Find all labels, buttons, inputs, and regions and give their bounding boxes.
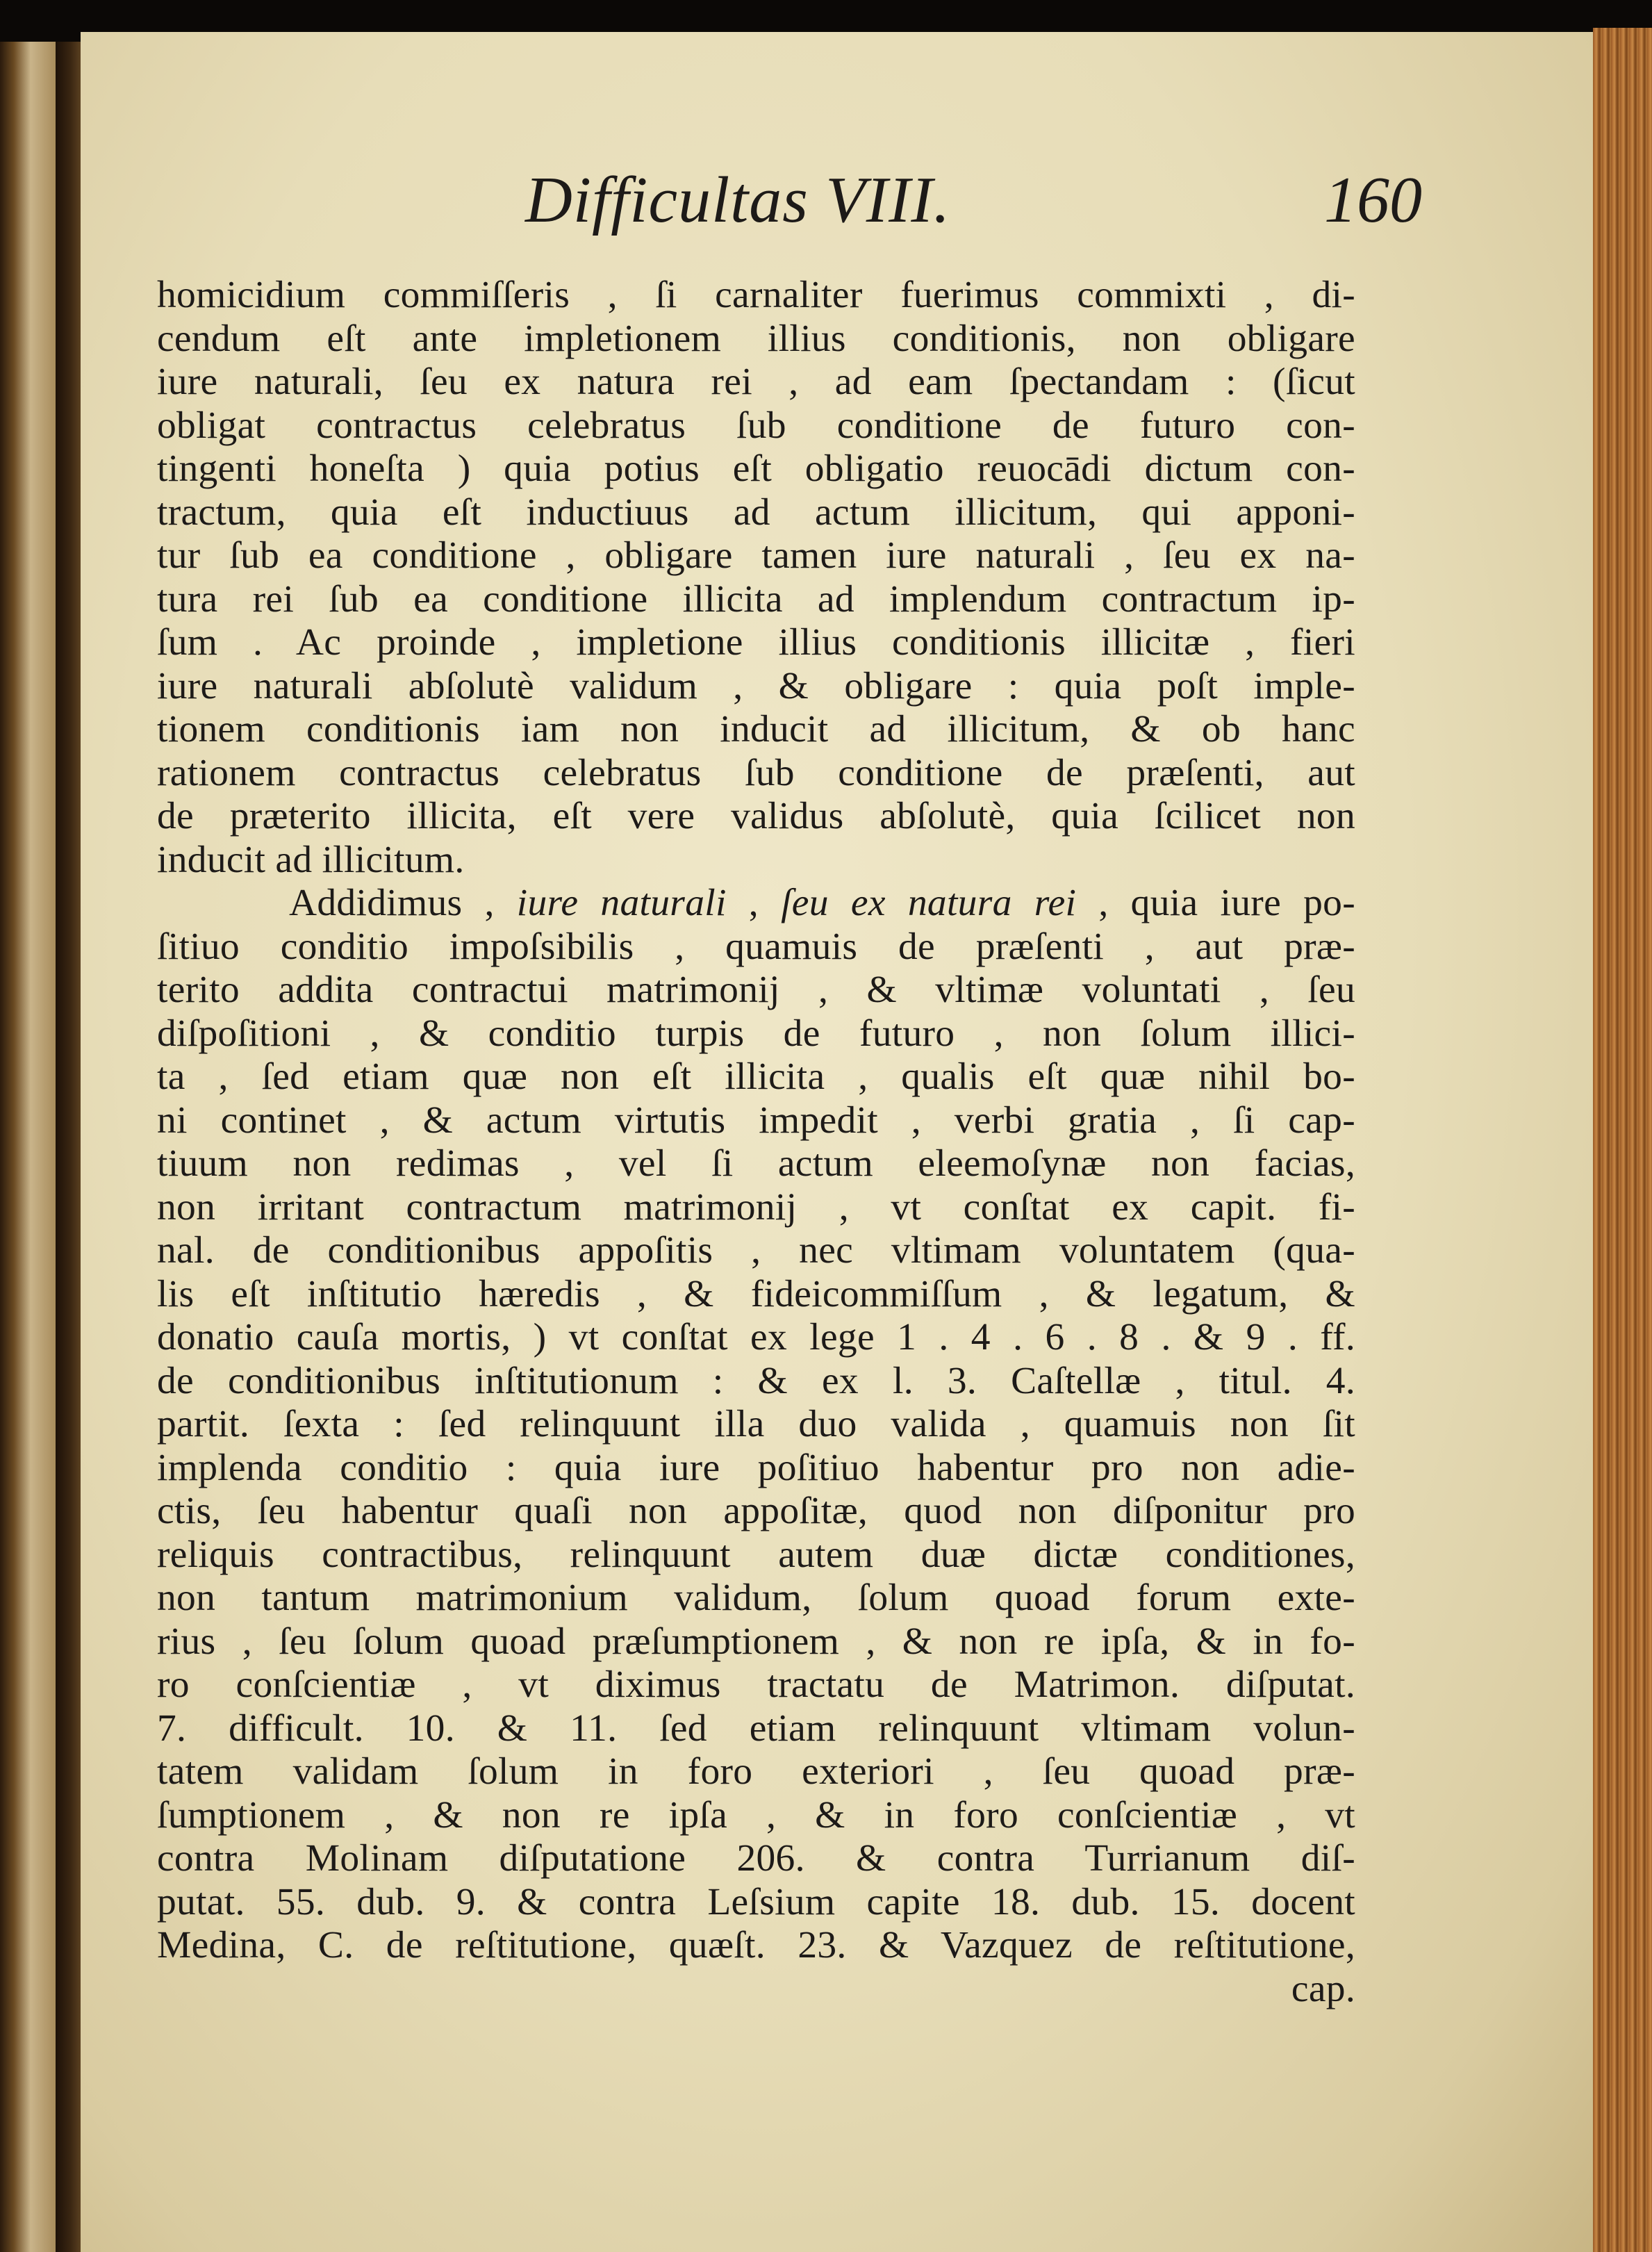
text-line: ctis, ſeu habentur quaſi non appoſitæ, quod non diſponitur pro: [157, 1490, 1355, 1532]
text-line: donatio cauſa mortis, ) vt conſtat ex lege 1 . 4 . 6 . 8 . & 9 . ff.: [157, 1316, 1355, 1358]
text-line: contra Molinam diſputatione 206. & contra Turrianum diſ-: [157, 1837, 1355, 1880]
text-line: putat. 55. dub. 9. & contra Leſsium capite 18. dub. 15. docent: [157, 1880, 1355, 1923]
catchword: cap.: [1291, 1967, 1355, 2010]
text-line: tatem validam ſolum in foro exteriori , ſeu quoad præ-: [157, 1750, 1355, 1793]
body-text: [157, 274, 1355, 2011]
text-line: ſum . Ac proinde , impletione illius conditionis illicitæ , fieri: [157, 621, 1355, 664]
text-line: partit. ſexta : ſed relinquunt illa duo valida , quamuis non ſit: [157, 1403, 1355, 1445]
text-line: ni continet , & actum virtutis impedit , verbi gratia , ſi cap-: [157, 1099, 1355, 1142]
text-line: tionem conditionis iam non inducit ad illicitum, & ob hanc: [157, 708, 1355, 750]
right-page-edges: [1593, 28, 1652, 2252]
running-head: [81, 163, 1593, 260]
page-number: 160: [1324, 164, 1422, 236]
text-line: tractum, quia eſt inductiuus ad actum illicitum, qui apponi-: [157, 491, 1355, 534]
text-line: nal. de conditionibus appoſitis , nec vltimam voluntatem (qua-: [157, 1229, 1355, 1272]
text-line: non irritant contractum matrimonij , vt conſtat ex capit. fi-: [157, 1185, 1355, 1228]
text-line: de præterito illicita, eſt vere validus abſolutè, quia ſcilicet non: [157, 795, 1355, 837]
text-line: rius , ſeu ſolum quoad præſumptionem , & non re ipſa, & in fo-: [157, 1620, 1355, 1663]
book-gutter: [56, 42, 81, 2252]
text-line: tur ſub ea conditione , obligare tamen iure naturali , ſeu ex na-: [157, 534, 1355, 577]
text-line: ro conſcientiæ , vt diximus tractatu de Matrimon. diſputat.: [157, 1663, 1355, 1706]
text-line: tiuum non redimas , vel ſi actum eleemoſynæ non facias,: [157, 1142, 1355, 1185]
text-line: rationem contractus celebratus ſub conditione de præſenti, aut: [157, 751, 1355, 794]
text-line-paragraph-start: Addidimus , iure naturali , ſeu ex natura rei , quia iure po-: [289, 882, 1355, 924]
book-page: [81, 32, 1593, 2252]
italic-phrase: iure naturali: [516, 882, 727, 924]
text-line: Medina, C. de reſtitutione, quæſt. 23. & Vazquez de reſtitutione,: [157, 1924, 1355, 1966]
text-line: 7. difficult. 10. & 11. ſed etiam relinquunt vltimam volun-: [157, 1707, 1355, 1750]
running-title: Difficultas VIII.: [525, 164, 951, 236]
text-line: diſpoſitioni , & conditio turpis de futuro , non ſolum illici-: [157, 1012, 1355, 1055]
left-page-edge: [0, 42, 56, 2252]
text-line: tingenti honeſta ) quia potius eſt obligatio reuocādi dictum con-: [157, 447, 1355, 490]
text-line: homicidium commiſſeris , ſi carnaliter fuerimus commixti , di-: [157, 274, 1355, 316]
italic-phrase: ſeu ex natura rei: [781, 882, 1077, 924]
text-line: lis eſt inſtitutio hæredis , & fideicommiſſum , & legatum, &: [157, 1272, 1355, 1315]
text-line: de conditionibus inſtitutionum : & ex l. 3. Caſtellæ , titul. 4.: [157, 1359, 1355, 1402]
text-line: cendum eſt ante impletionem illius conditionis, non obligare: [157, 317, 1355, 360]
text-line: ſitiuo conditio impoſsibilis , quamuis de præſenti , aut præ-: [157, 925, 1355, 968]
text-line: tura rei ſub ea conditione illicita ad implendum contractum ip-: [157, 577, 1355, 620]
text-line: iure naturali abſolutè validum , & obligare : quia poſt imple-: [157, 664, 1355, 707]
text-line: implenda conditio : quia iure poſitiuo habentur pro non adie-: [157, 1446, 1355, 1489]
text-line: ta , ſed etiam quæ non eſt illicita , qualis eſt quæ nihil bo-: [157, 1055, 1355, 1098]
text-line: ſumptionem , & non re ipſa , & in foro conſcientiæ , vt: [157, 1793, 1355, 1836]
text-line: inducit ad illicitum.: [157, 838, 465, 881]
text-line: obligat contractus celebratus ſub conditione de futuro con-: [157, 404, 1355, 447]
text-line: reliquis contractibus, relinquunt autem duæ dictæ conditiones,: [157, 1533, 1355, 1576]
text-line: iure naturali, ſeu ex natura rei , ad eam ſpectandam : (ſicut: [157, 361, 1355, 403]
text-line: terito addita contractui matrimonij , & vltimæ voluntati , ſeu: [157, 969, 1355, 1011]
text-line: non tantum matrimonium validum, ſolum quoad forum exte-: [157, 1577, 1355, 1619]
